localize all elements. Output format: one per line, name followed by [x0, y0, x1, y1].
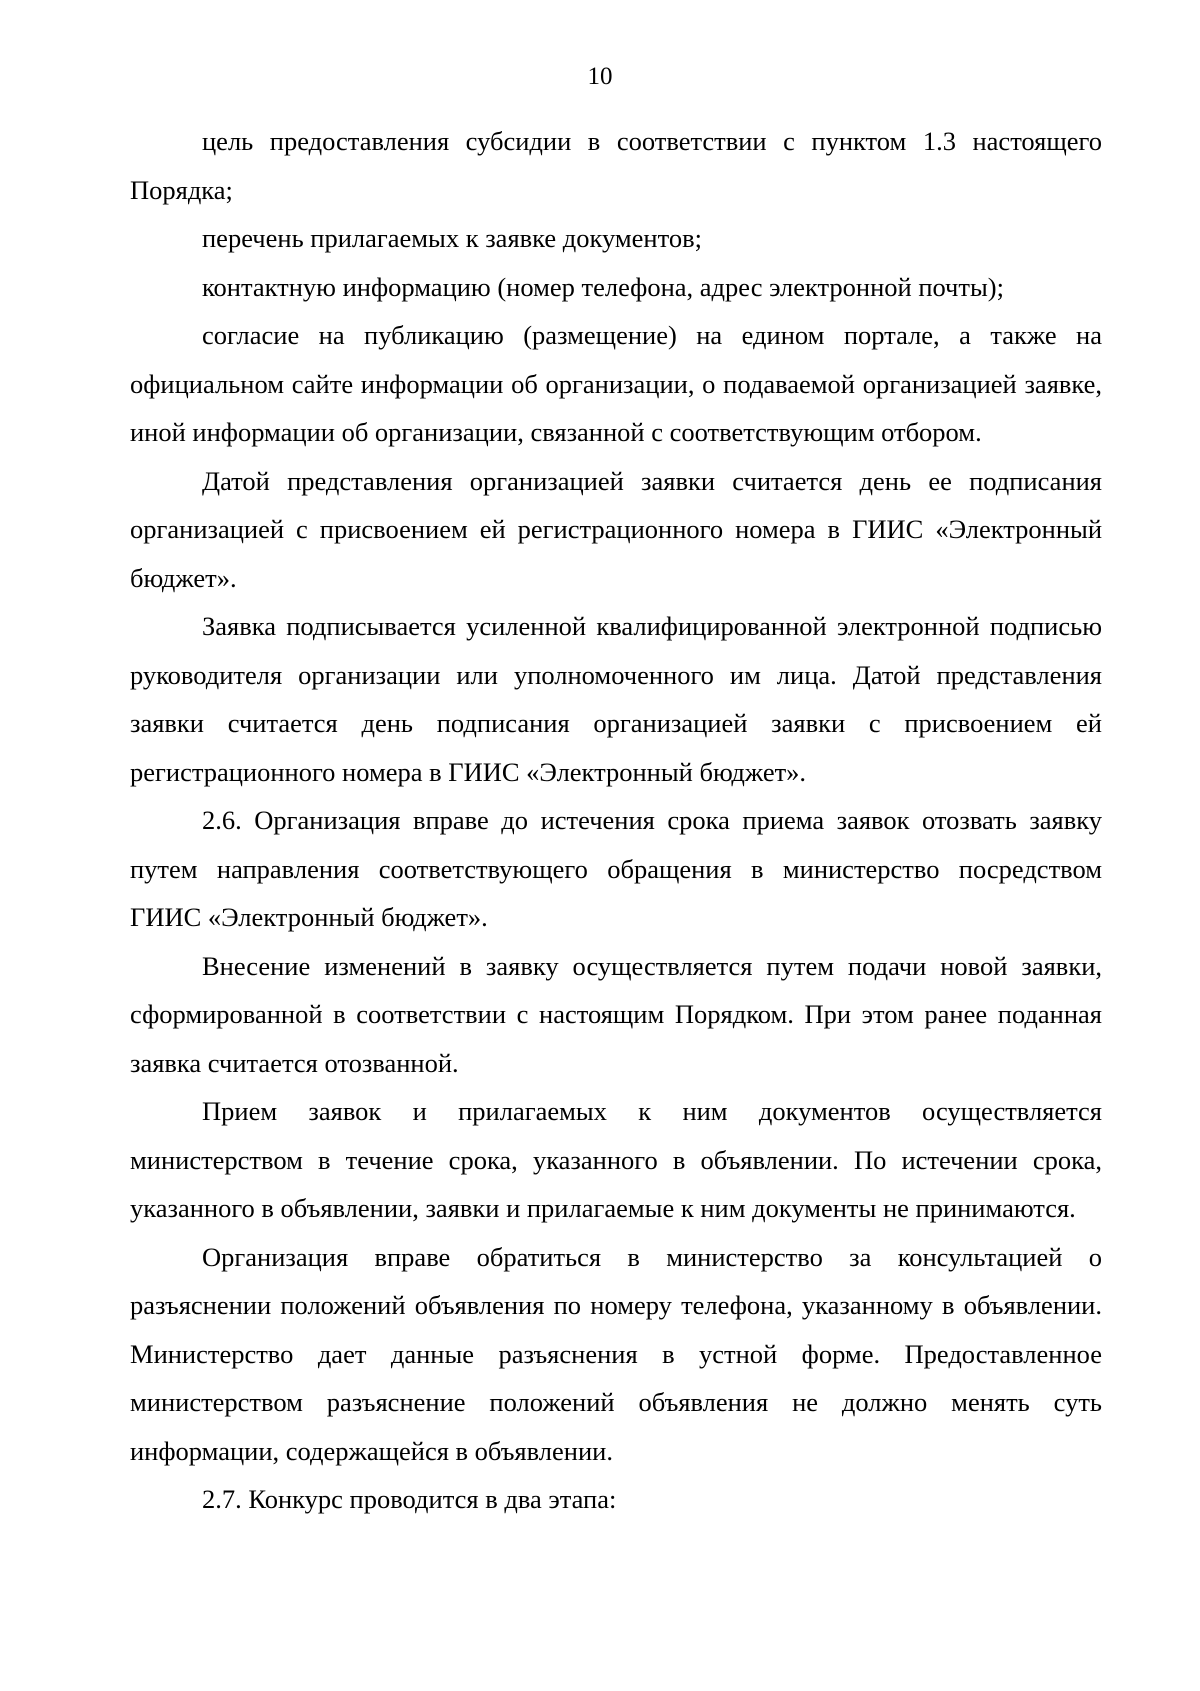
document-body: [130, 117, 1102, 1524]
paragraph-attached-documents: перечень прилагаемых к заявке документов;: [202, 223, 702, 253]
paragraph-subsidy-purpose: цель предоставления субсидии в соответствии с пунктом 1.3 настоящего Порядка;: [130, 126, 1102, 205]
page-number: 10: [587, 63, 613, 90]
paragraph-amendments: Внесение изменений в заявку осуществляется путем подачи новой заявки, сформированной в соответствии с настоящим Порядком. При этом ранее поданная заявка считается отозванной.: [130, 950, 1102, 1078]
paragraph-consultation: Организация вправе обратиться в министерство за консультацией о разъяснении положений объявления по номеру телефона, указанному в объявлении. Министерство дает данные разъяснения в устной форме. Предоставленное министерством разъяснение положений объявления не должно менять суть информации, содержащейся в объявлении.: [130, 1241, 1102, 1466]
paragraph-submission-date: Датой представления организацией заявки считается день ее подписания организацией с присвоением ей регистрационного номера в ГИИС «Электронный бюджет».: [130, 465, 1102, 593]
paragraph-acceptance-period: Прием заявок и прилагаемых к ним документов осуществляется министерством в течение срока, указанного в объявлении. По истечении срока, указанного в объявлении, заявки и прилагаемые к ним документы не принимаются.: [130, 1096, 1102, 1223]
paragraph-contact-info: контактную информацию (номер телефона, адрес электронной почты);: [202, 271, 1004, 302]
paragraph-2-6-withdrawal: 2.6. Организация вправе до истечения срока приема заявок отозвать заявку путем направления соответствующего обращения в министерство посредством ГИИС «Электронный бюджет».: [130, 805, 1102, 932]
paragraph-publication-consent: согласие на публикацию (размещение) на едином портале, а также на официальном сайте информации об организации, о подаваемой организацией заявке, иной информации об организации, связанной с соответствующим отбором.: [130, 320, 1102, 447]
paragraph-signature: Заявка подписывается усиленной квалифицированной электронной подписью руководителя организации или уполномоченного им лица. Датой представления заявки считается день подписания организацией заявки с присвоением ей регистрационного номера в ГИИС «Электронный бюджет».: [130, 611, 1102, 787]
paragraph-2-7-stages: 2.7. Конкурс проводится в два этапа:: [202, 1484, 617, 1514]
